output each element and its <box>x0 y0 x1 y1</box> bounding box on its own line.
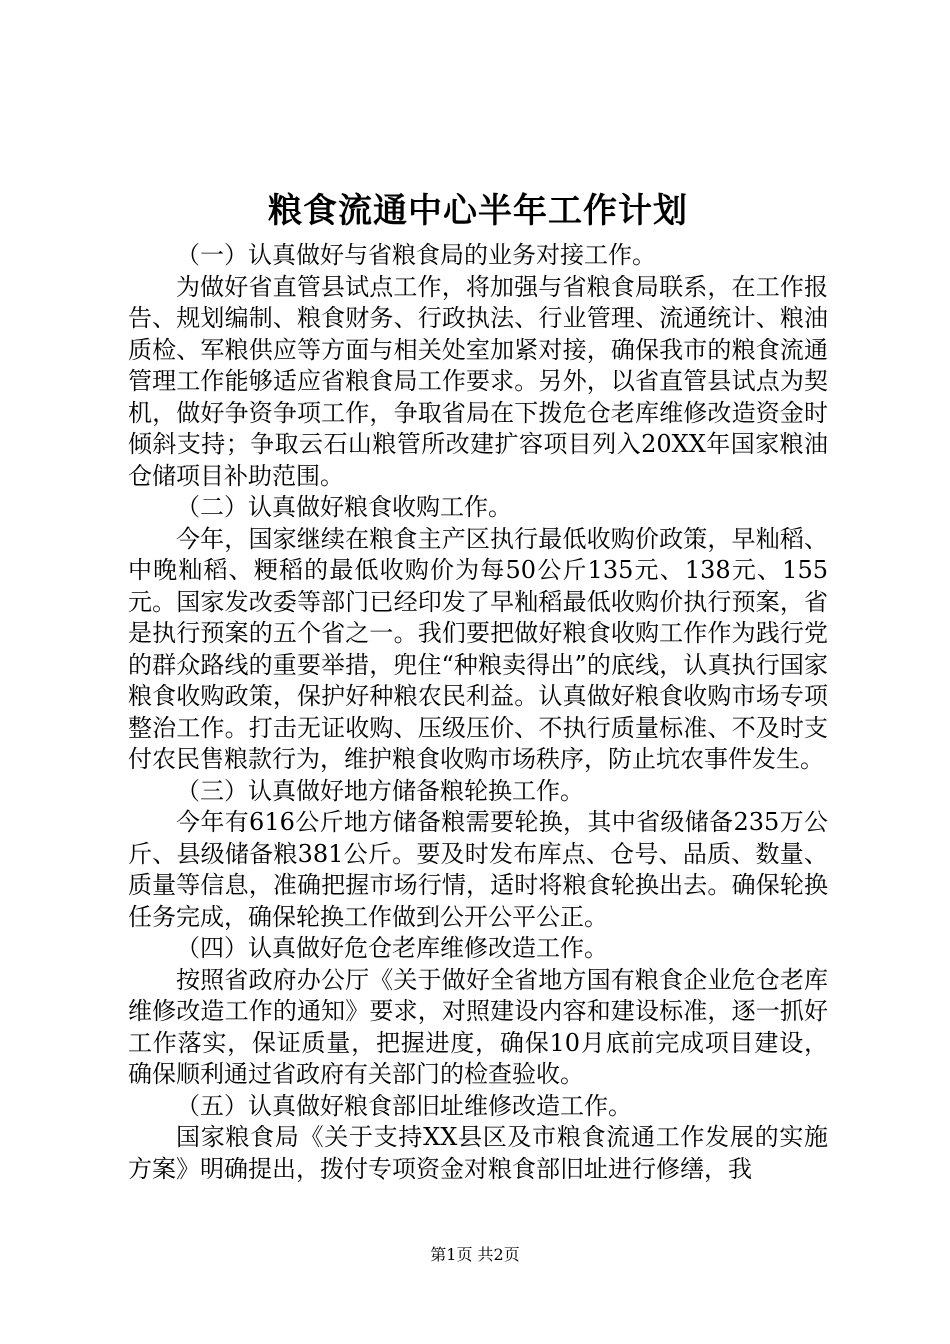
section-body-2: 今年，国家继续在粮食主产区执行最低收购价政策，早籼稻、中晚籼稻、粳稻的最低收购价为每50公斤135元、138元、155元。国家发改委等部门已经印发了早籼稻最低收购价执行预案，省是执行预案的五个省之一。我们要把做好粮食收购工作作为践行党的群众路线的重要举措，兜住“种粮卖得出”的底线，认真执行国家粮食收购政策，保护好种粮农民利益。认真做好粮食收购市场专项整治工作。打击无证收购、压级压价、不执行质量标准、不及时支付农民售粮款行为，维护粮食收购市场秩序，防止坑农事件发生。 <box>128 524 828 773</box>
section-body-5: 国家粮食局《关于支持XX县区及市粮食流通工作发展的实施方案》明确提出，拨付专项资金对粮食部旧址进行修缮，我 <box>128 1123 828 1183</box>
section-heading-5: （五）认真做好粮食部旧址维修改造工作。 <box>176 1091 632 1120</box>
section-body-4: 按照省政府办公厅《关于做好全省地方国有粮食企业危仓老库维修改造工作的通知》要求，对照建设内容和建设标准，逐一抓好工作落实，保证质量，把握进度，确保10月底前完成项目建设，确保顺利通过省政府有关部门的检查验收。 <box>128 965 828 1088</box>
section-body-3: 今年有616公斤地方储备粮需要轮换，其中省级储备235万公斤、县级储备粮381公斤。要及时发布库点、仓号、品质、数量、质量等信息，准确把握市场行情，适时将粮食轮换出去。确保轮换任务完成，确保轮换工作做到公开公平公正。 <box>128 808 828 931</box>
page-footer: 第1页 共2页 <box>430 1245 520 1264</box>
document-title: 粮食流通中心半年工作计划 <box>268 191 688 231</box>
section-heading-1: （一）认真做好与省粮食局的业务对接工作。 <box>176 241 656 269</box>
document-content <box>128 188 828 1185</box>
section-body-1: 为做好省直管县试点工作，将加强与省粮食局联系，在工作报告、规划编制、粮食财务、行政执法、行业管理、流通统计、粮油质检、军粮供应等方面与相关处室加紧对接，确保我市的粮食流通管理工作能够适应省粮食局工作要求。另外，以省直管县试点为契机，做好争资争项工作，争取省局在下拨危仓老库维修改造资金时倾斜支持；争取云石山粮管所改建扩容项目列入20XX年国家粮油仓储项目补助范围。 <box>128 272 828 490</box>
section-heading-4: （四）认真做好危仓老库维修改造工作。 <box>176 934 608 962</box>
section-heading-2: （二）认真做好粮食收购工作。 <box>176 493 512 521</box>
section-heading-3: （三）认真做好地方储备粮轮换工作。 <box>176 776 584 805</box>
